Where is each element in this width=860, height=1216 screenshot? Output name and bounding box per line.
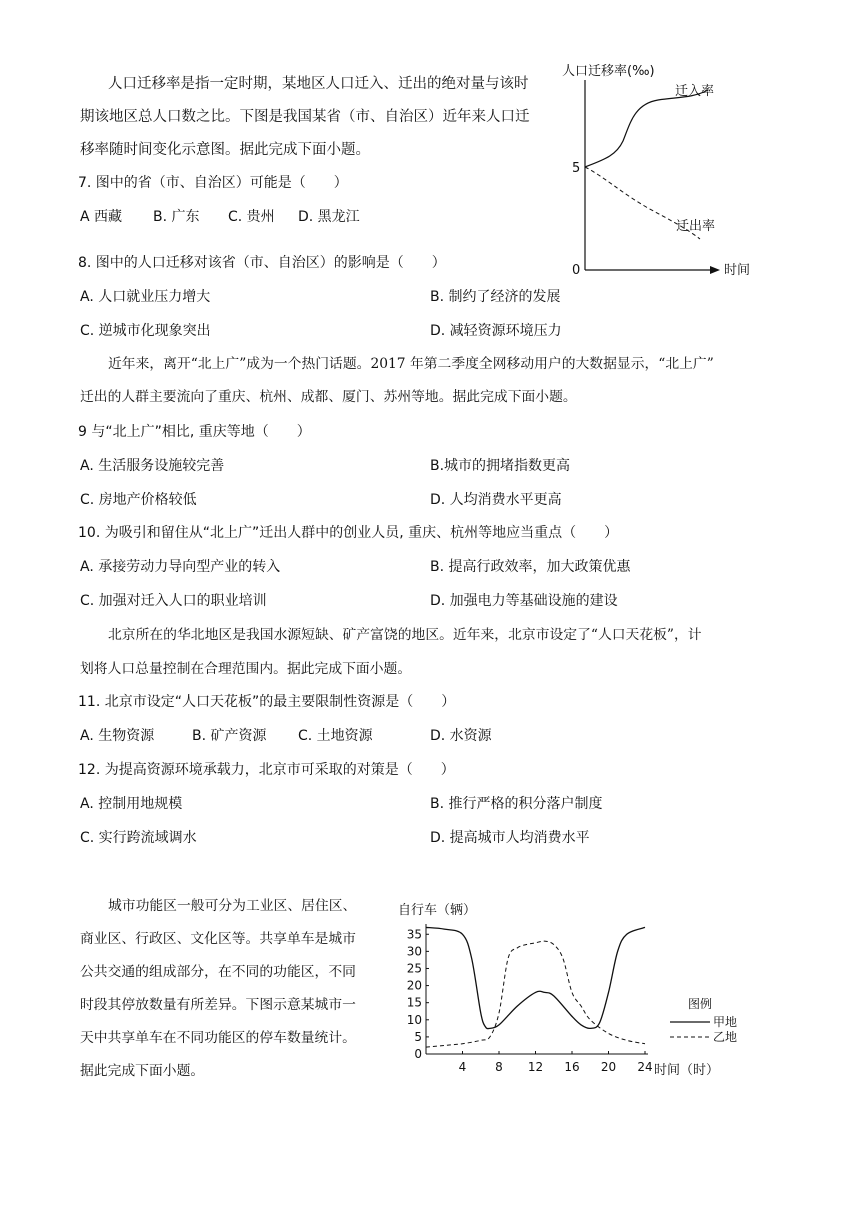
passage4-line-1: 城市功能区一般可分为工业区、居住区、 bbox=[108, 898, 357, 914]
chart2-ytick-label: 20 bbox=[406, 978, 422, 993]
q9-option-b[interactable]: B.城市的拥堵指数更高 bbox=[430, 458, 571, 474]
q11-option-a[interactable]: A. 生物资源 bbox=[80, 728, 155, 744]
chart2-ytick-label: 30 bbox=[406, 944, 422, 959]
q10-option-b[interactable]: B. 提高行政效率，加大政策优惠 bbox=[430, 559, 631, 575]
passage4-line-3: 公共交通的组成部分，在不同的功能区，不同 bbox=[80, 964, 356, 980]
q11-option-b[interactable]: B. 矿产资源 bbox=[192, 728, 267, 744]
q8-option-d[interactable]: D. 减轻资源环境压力 bbox=[430, 323, 562, 339]
chart2-ytick-label: 15 bbox=[406, 995, 422, 1010]
chart2-ytick-label: 5 bbox=[414, 1029, 422, 1044]
passage2-line-2: 迁出的人群主要流向了重庆、杭州、成都、厦门、苏州等地。据此完成下面小题。 bbox=[80, 389, 577, 405]
chart2-legend-series-1: 甲地 bbox=[713, 1015, 738, 1029]
q12-option-c[interactable]: C. 实行跨流域调水 bbox=[80, 830, 197, 846]
q8-option-a[interactable]: A. 人口就业压力增大 bbox=[80, 289, 211, 305]
chart1-origin-label: 0 bbox=[572, 263, 581, 278]
passage1-line-1: 人口迁移率是指一定时期，某地区人口迁入、迁出的绝对量与该时 bbox=[108, 76, 529, 92]
q10-option-c[interactable]: C. 加强对迁入人口的职业培训 bbox=[80, 593, 267, 609]
chart2-ytick-label: 25 bbox=[406, 961, 422, 976]
q10-stem: 10. 为吸引和留住从“北上广”迁出人群中的创业人员, 重庆、杭州等地应当重点（ ） bbox=[78, 525, 619, 541]
passage4-line-4: 时段其停放数量有所差异。下图示意某城市一 bbox=[80, 997, 356, 1013]
chart2-series-line-2 bbox=[426, 941, 645, 1047]
chart2-legend-title: 图例 bbox=[688, 997, 713, 1011]
chart2-ytick-label: 10 bbox=[406, 1012, 422, 1027]
chart2-xlabel: 时间（时） bbox=[654, 1063, 720, 1078]
passage3-line-1: 北京所在的华北地区是我国水源短缺、矿产富饶的地区。近年来，北京市设定了“人口天花板”，计 bbox=[108, 627, 702, 643]
chart2-xtick-label: 8 bbox=[495, 1060, 503, 1074]
q7-option-b[interactable]: B. 广东 bbox=[153, 209, 200, 225]
chart1-y-tick-5: 5 bbox=[572, 161, 581, 176]
chart2-xtick-label: 16 bbox=[564, 1060, 580, 1074]
q9-option-c[interactable]: C. 房地产价格较低 bbox=[80, 492, 197, 508]
chart2-xtick-label: 12 bbox=[527, 1060, 544, 1074]
q12-option-a[interactable]: A. 控制用地规模 bbox=[80, 796, 183, 812]
chart1-ylabel: 人口迁移率(‰) bbox=[562, 64, 655, 79]
passage1-line-3: 移率随时间变化示意图。据此完成下面小题。 bbox=[80, 142, 370, 158]
q11-option-d[interactable]: D. 水资源 bbox=[430, 728, 492, 744]
chart2-xtick-label: 24 bbox=[637, 1060, 653, 1074]
chart2-ytick-label: 0 bbox=[414, 1047, 422, 1061]
chart1-label-out: 迁出率 bbox=[676, 219, 716, 234]
q7-option-d[interactable]: D. 黑龙江 bbox=[298, 209, 360, 225]
q8-option-c[interactable]: C. 逆城市化现象突出 bbox=[80, 323, 211, 339]
chart2-ylabel: 自行车（辆） bbox=[398, 903, 477, 918]
passage4-line-2: 商业区、行政区、文化区等。共享单车是城市 bbox=[80, 931, 356, 947]
passage2-line-1: 近年来，离开“北上广”成为一个热门话题。2017 年第二季度全网移动用户的大数据显示，“北上广” bbox=[108, 356, 714, 372]
chart2-legend-series-2: 乙地 bbox=[713, 1030, 738, 1044]
q10-option-d[interactable]: D. 加强电力等基础设施的建设 bbox=[430, 593, 618, 609]
chart1-xlabel: 时间 bbox=[724, 263, 751, 278]
q10-option-a[interactable]: A. 承接劳动力导向型产业的转入 bbox=[80, 559, 281, 575]
q8-stem: 8. 图中的人口迁移对该省（市、自治区）的影响是（ ） bbox=[78, 255, 446, 271]
q9-stem: 9 与“北上广”相比, 重庆等地（ ） bbox=[78, 424, 311, 440]
q11-stem: 11. 北京市设定“人口天花板”的最主要限制性资源是（ ） bbox=[78, 694, 456, 710]
q12-option-b[interactable]: B. 推行严格的积分落户制度 bbox=[430, 796, 603, 812]
passage4-line-6: 据此完成下面小题。 bbox=[80, 1063, 205, 1079]
q11-option-c[interactable]: C. 土地资源 bbox=[298, 728, 373, 744]
q12-option-d[interactable]: D. 提高城市人均消费水平 bbox=[430, 830, 590, 846]
passage3-line-2: 划将人口总量控制在合理范围内。据此完成下面小题。 bbox=[80, 661, 412, 677]
passage4-line-5: 天中共享单车在不同功能区的停车数量统计。 bbox=[80, 1030, 356, 1046]
chart2-xtick-label: 20 bbox=[600, 1060, 617, 1074]
q12-stem: 12. 为提高资源环境承载力，北京市可采取的对策是（ ） bbox=[78, 762, 455, 778]
q8-option-b[interactable]: B. 制约了经济的发展 bbox=[430, 289, 561, 305]
shared-bike-chart bbox=[390, 896, 770, 1086]
chart2-ytick-label: 35 bbox=[406, 927, 422, 942]
q7-option-a[interactable]: A 西藏 bbox=[80, 209, 123, 225]
passage1-line-2: 期该地区总人口数之比。下图是我国某省（市、自治区）近年来人口迁 bbox=[80, 109, 530, 125]
chart2-series-line-1 bbox=[426, 927, 645, 1028]
migration-rate-chart bbox=[548, 56, 758, 288]
chart1-series-in bbox=[585, 90, 708, 167]
q7-stem: 7. 图中的省（市、自治区）可能是（ ） bbox=[78, 175, 348, 191]
q9-option-a[interactable]: A. 生活服务设施较完善 bbox=[80, 458, 225, 474]
chart2-xtick-label: 4 bbox=[458, 1060, 467, 1074]
chart1-label-in: 迁入率 bbox=[675, 84, 715, 99]
chart1-x-arrow bbox=[710, 266, 720, 274]
q7-option-c[interactable]: C. 贵州 bbox=[228, 209, 275, 225]
q9-option-d[interactable]: D. 人均消费水平更高 bbox=[430, 492, 562, 508]
